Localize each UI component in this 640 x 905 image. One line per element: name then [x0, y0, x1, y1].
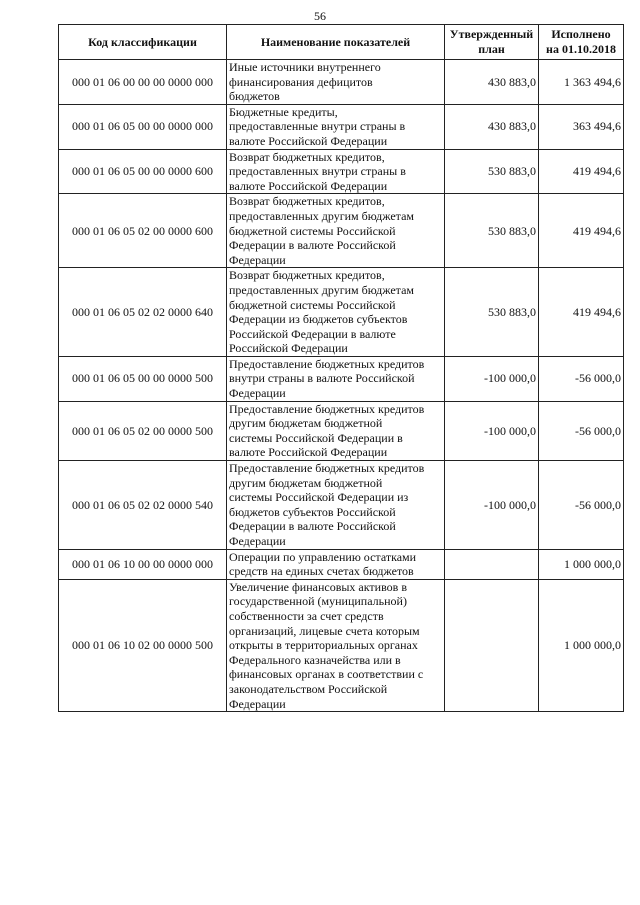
indicator-name-line: Возврат бюджетных кредитов,: [229, 268, 385, 283]
indicator-name-line: другим бюджетам бюджетной: [229, 416, 383, 431]
classification-code-cell: 000 01 06 05 02 02 0000 540: [59, 461, 227, 550]
indicator-name-line: валюте Российской Федерации: [229, 178, 388, 193]
indicator-name-cell: [227, 268, 445, 357]
indicator-name-line: Возврат бюджетных кредитов,: [229, 194, 385, 209]
indicator-name-line: Российской Федерации: [229, 341, 348, 356]
indicator-name-line: бюджетов субъектов Российской: [229, 504, 396, 519]
executed-cell: 419 494,6: [539, 149, 624, 194]
indicator-name-cell: [227, 104, 445, 149]
indicator-name-line: валюте Российской Федерации: [229, 133, 388, 148]
header-classification-code: Код классификации: [59, 25, 227, 60]
classification-code-cell: 000 01 06 05 02 00 0000 600: [59, 194, 227, 268]
indicator-name-line: собственности за счет средств: [229, 608, 384, 623]
table-row: [59, 104, 624, 149]
indicator-name-line: системы Российской Федерации в: [229, 430, 403, 445]
table-row: [59, 401, 624, 460]
approved-plan-cell: 430 883,0: [445, 104, 539, 149]
table-row: [59, 579, 624, 711]
indicator-name-line: Федерации в валюте Российской: [229, 519, 396, 534]
table-header-row: [59, 25, 624, 60]
indicator-name-line: предоставленных другим бюджетам: [229, 282, 414, 297]
indicator-name-line: Предоставление бюджетных кредитов: [229, 356, 425, 371]
indicator-name-line: открыты в территориальных органах: [229, 638, 418, 653]
indicator-name-line: Федерации из бюджетов субъектов: [229, 312, 408, 327]
indicator-name-cell: [227, 549, 445, 579]
budget-sources-table: [58, 24, 624, 712]
indicator-name-line: Предоставление бюджетных кредитов: [229, 461, 425, 476]
indicator-name-line: внутри страны в валюте Российской: [229, 371, 415, 386]
indicator-name-line: системы Российской Федерации из: [229, 490, 409, 505]
table-row: [59, 60, 624, 105]
approved-plan-cell: -100 000,0: [445, 356, 539, 401]
executed-cell: 363 494,6: [539, 104, 624, 149]
classification-code-cell: 000 01 06 05 00 00 0000 600: [59, 149, 227, 194]
indicator-name-line: бюджетной системы Российской: [229, 297, 396, 312]
approved-plan-cell: [445, 549, 539, 579]
indicator-name-line: другим бюджетам бюджетной: [229, 475, 383, 490]
classification-code-cell: 000 01 06 10 00 00 0000 000: [59, 549, 227, 579]
table-body: [59, 60, 624, 712]
table-row: [59, 268, 624, 357]
indicator-name-cell: [227, 356, 445, 401]
indicator-name-line: валюте Российской Федерации: [229, 445, 388, 460]
indicator-name-cell: [227, 60, 445, 105]
table-row: [59, 194, 624, 268]
approved-plan-cell: -100 000,0: [445, 461, 539, 550]
header-indicator-name: Наименование показателей: [227, 25, 445, 60]
executed-cell: 1 000 000,0: [539, 549, 624, 579]
indicator-name-line: Федерации: [229, 696, 286, 711]
indicator-name-line: Федерального казначейства или в: [229, 652, 401, 667]
approved-plan-cell: 530 883,0: [445, 149, 539, 194]
indicator-name-cell: [227, 461, 445, 550]
executed-cell: -56 000,0: [539, 356, 624, 401]
indicator-name-line: средств на единых счетах бюджетов: [229, 564, 414, 579]
indicator-name-line: предоставленные внутри страны в: [229, 119, 406, 134]
indicator-name-cell: [227, 194, 445, 268]
table-row: [59, 461, 624, 550]
classification-code-cell: 000 01 06 05 00 00 0000 500: [59, 356, 227, 401]
indicator-name-line: Операции по управлению остатками: [229, 549, 417, 564]
indicator-name-line: Предоставление бюджетных кредитов: [229, 401, 425, 416]
indicator-name-line: Бюджетные кредиты,: [229, 104, 338, 119]
executed-cell: -56 000,0: [539, 461, 624, 550]
table-row: [59, 549, 624, 579]
indicator-name-line: бюджетов: [229, 89, 280, 104]
indicator-name-line: законодательством Российской: [229, 681, 388, 696]
classification-code-cell: 000 01 06 00 00 00 0000 000: [59, 60, 227, 105]
indicator-name-line: Федерации: [229, 386, 286, 401]
indicator-name-line: финансовых органах в соответствии с: [229, 667, 424, 682]
page-number: 56: [314, 9, 326, 23]
indicator-name-line: Иные источники внутреннего: [229, 60, 381, 74]
approved-plan-cell: 430 883,0: [445, 60, 539, 105]
indicator-name-line: Федерации: [229, 252, 286, 267]
approved-plan-cell: 530 883,0: [445, 194, 539, 268]
indicator-name-line: предоставленных внутри страны в: [229, 164, 406, 179]
indicator-name-cell: [227, 401, 445, 460]
indicator-name-line: Федерации в валюте Российской: [229, 238, 396, 253]
table-row: [59, 356, 624, 401]
approved-plan-cell: 530 883,0: [445, 268, 539, 357]
executed-cell: -56 000,0: [539, 401, 624, 460]
classification-code-cell: 000 01 06 05 02 00 0000 500: [59, 401, 227, 460]
executed-cell: 1 000 000,0: [539, 579, 624, 711]
approved-plan-cell: -100 000,0: [445, 401, 539, 460]
indicator-name-line: организаций, лицевые счета которым: [229, 623, 420, 638]
classification-code-cell: 000 01 06 10 02 00 0000 500: [59, 579, 227, 711]
classification-code-cell: 000 01 06 05 00 00 0000 000: [59, 104, 227, 149]
indicator-name-line: предоставленных другим бюджетам: [229, 208, 414, 223]
indicator-name-line: Федерации: [229, 534, 286, 548]
approved-plan-cell: [445, 579, 539, 711]
executed-cell: 419 494,6: [539, 268, 624, 357]
indicator-name-line: Увеличение финансовых активов в: [229, 579, 408, 594]
indicator-name-line: Возврат бюджетных кредитов,: [229, 149, 385, 164]
indicator-name-line: Российской Федерации в валюте: [229, 326, 396, 341]
executed-cell: 1 363 494,6: [539, 60, 624, 105]
executed-cell: 419 494,6: [539, 194, 624, 268]
indicator-name-cell: [227, 579, 445, 711]
indicator-name-line: бюджетной системы Российской: [229, 223, 396, 238]
header-approved-plan: Утвержденный план: [445, 25, 539, 60]
header-executed: Исполнено на 01.10.2018: [539, 25, 624, 60]
classification-code-cell: 000 01 06 05 02 02 0000 640: [59, 268, 227, 357]
indicator-name-line: государственной (муниципальной): [229, 594, 407, 609]
indicator-name-line: финансирования дефицитов: [229, 74, 373, 89]
indicator-name-cell: [227, 149, 445, 194]
table-row: [59, 149, 624, 194]
